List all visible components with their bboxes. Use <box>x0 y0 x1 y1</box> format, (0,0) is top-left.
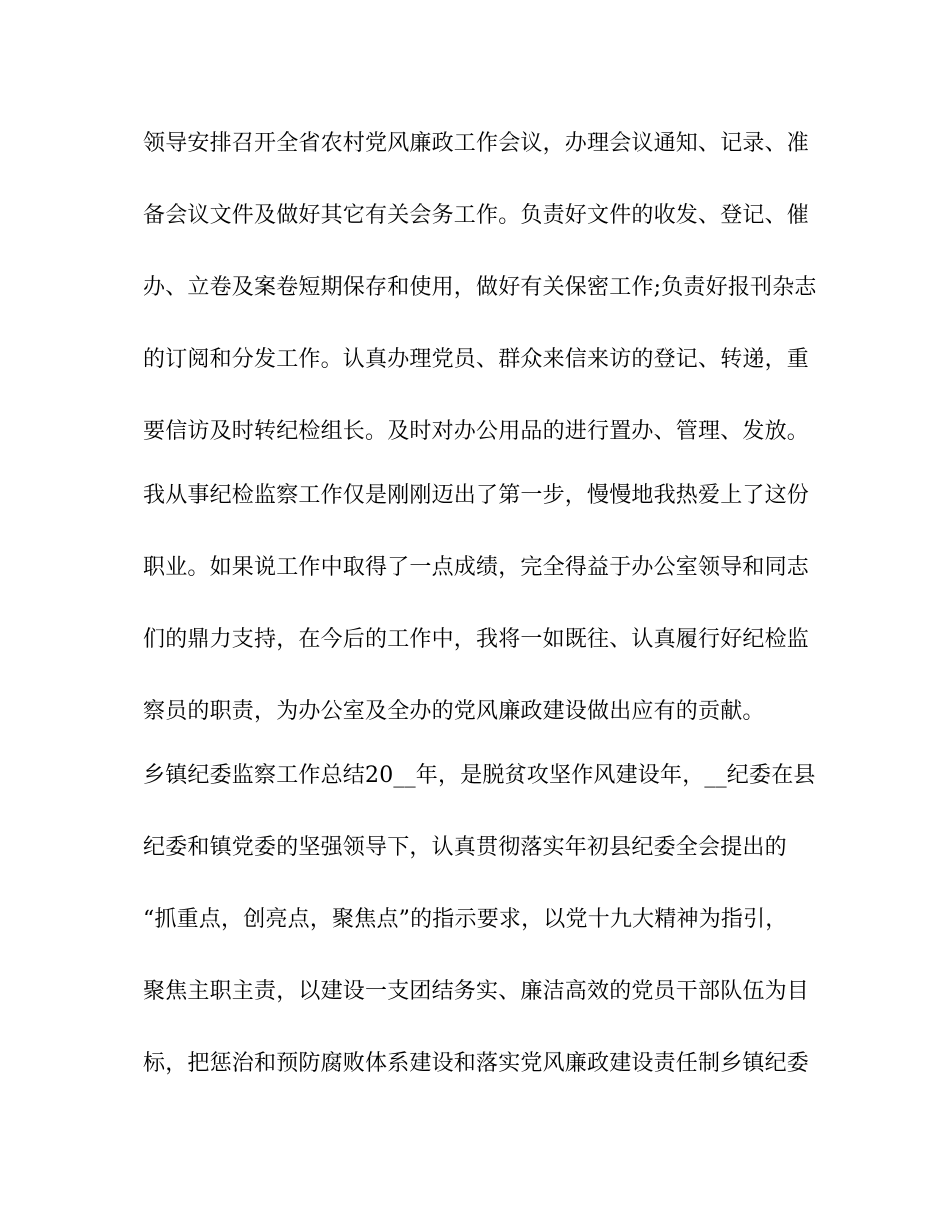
text-line: “抓重点，创亮点，聚焦点”的指示要求，以党十九大精神为指引， <box>143 907 788 932</box>
text-line: 标，把惩治和预防腐败体系建设和落实党风廉政建设责任制乡镇纪委 <box>143 1051 810 1076</box>
text-line: 办、立卷及案卷短期保存和使用，做好有关保密工作;负责好报刊杂志 <box>143 275 817 300</box>
text-line: 领导安排召开全省农村党风廉政工作会议，办理会议通知、记录、准 <box>143 131 810 156</box>
text-line: 乡镇纪委监察工作总结20__年，是脱贫攻坚作风建设年，__纪委在县 <box>143 763 816 788</box>
text-line: 我从事纪检监察工作仅是刚刚迈出了第一步，慢慢地我热爱上了这份 <box>143 483 810 508</box>
text-line: 察员的职责，为办公室及全办的党风廉政建设做出应有的贡献。 <box>143 699 765 724</box>
text-line: 聚焦主职主责，以建设一支团结务实、廉洁高效的党员干部队伍为目 <box>143 979 810 1004</box>
text-line: 纪委和镇党委的坚强领导下，认真贯彻落实年初县纪委全会提出的 <box>143 835 787 860</box>
text-line: 备会议文件及做好其它有关会务工作。负责好文件的收发、登记、催 <box>143 203 810 228</box>
text-line: 要信访及时转纪检组长。及时对办公用品的进行置办、管理、发放。 <box>143 419 810 444</box>
text-line: 职业。如果说工作中取得了一点成绩，完全得益于办公室领导和同志 <box>143 555 810 580</box>
text-line: 们的鼎力支持，在今后的工作中，我将一如既往、认真履行好纪检监 <box>143 627 810 652</box>
text-line: 的订阅和分发工作。认真办理党员、群众来信来访的登记、转递，重 <box>143 347 810 372</box>
